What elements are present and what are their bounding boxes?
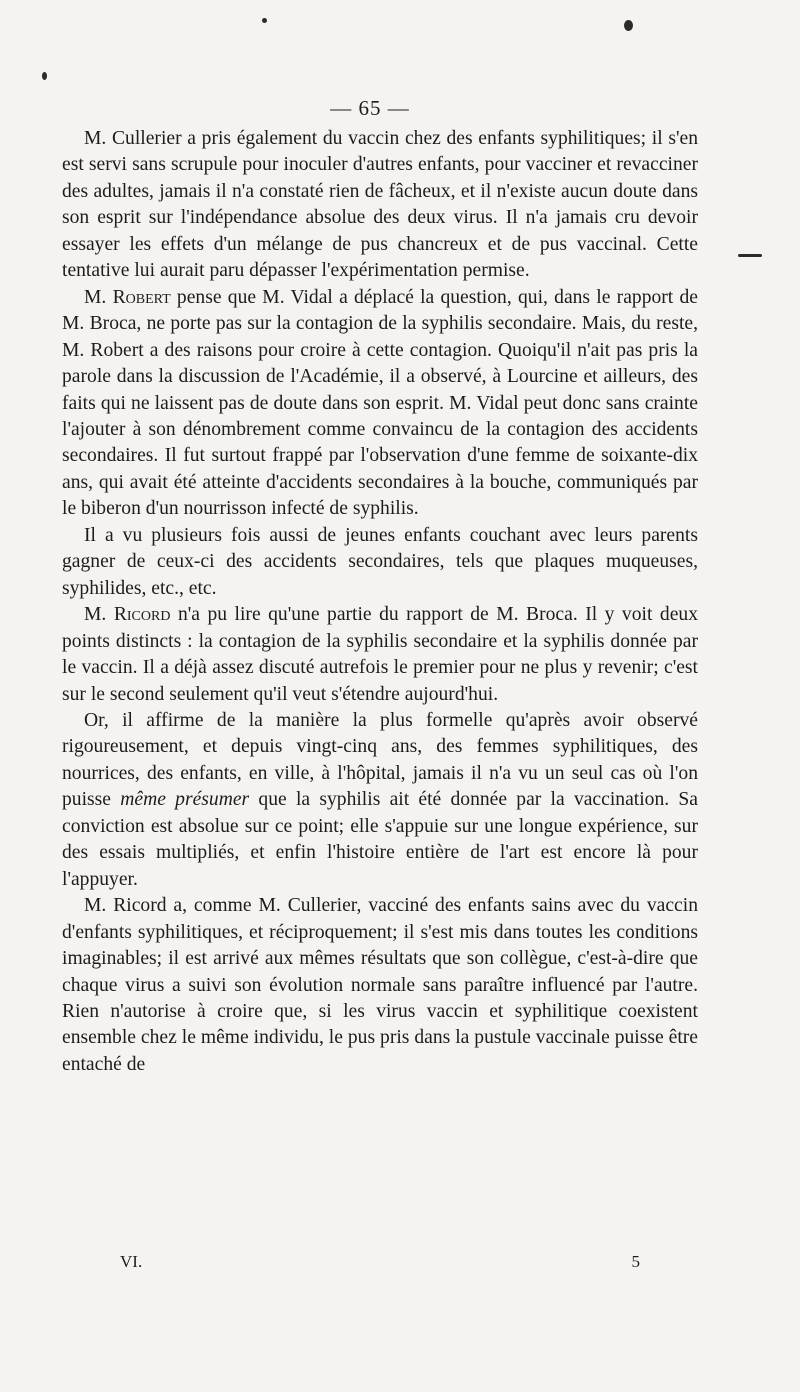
paragraph-cullerier: M. Cullerier a pris également du vaccin chez des enfants syphilitiques; il s'en est servi sans scrupule pour inoculer d'autres enfants, pour vacciner et revacciner des adultes, jamais il n'a constaté rien de fâcheux, et il n'existe aucun doute dans son esprit sur l'indépendance absolue des deux virus. Il n'a jamais cru devoir essayer les effets d'un mélange de pus chancreux et de pus vaccinal. Cette tentative lui aurait paru dépasser l'expérimentation permise. <box>62 128 698 282</box>
paragraph-ricord-vaccination: M. Ricord a, comme M. Cullerier, vacciné des enfants sains avec du vaccin d'enfants syphilitiques, et réciproquement; il s'est mis dans toutes les conditions imaginables; il est arrivé aux mêmes résultats que son collègue, c'est-à-dire que chaque virus a suivi son évolution normale sans paraître influencé par l'autre. Rien n'autorise à croire que, si les virus vaccin et syphilitique coexistent ensemble chez le même individu, le pus pris dans la pustule vaccinale puisse être entaché de <box>62 895 698 1075</box>
emphasis: même présumer <box>120 789 250 811</box>
speaker-name: Robert <box>112 286 171 308</box>
paragraph-robert: M. Robert pense que M. Vidal a déplacé la question, qui, dans le rapport de M. Broca, ne porte pas sur la contagion de la syphilis secondaire. Mais, du reste, M. Robert a des raisons pour croire à cette contagion. Quoiqu'il n'ait pas pris la parole dans la discussion de l'Académie, il a observé, à Lourcine et ailleurs, des faits qui ne laissent pas de doute dans son esprit. M. Vidal peut donc sans crainte l'ajouter à son dénombrement comme convaincu de la contagion des accidents secondaires. Il fut surtout frappé par l'observation d'une femme de soixante-dix ans, qui avait été atteinte d'accidents secondaires à la bouche, communiqués par le biberon d'un nourrisson infecté de syphilis. <box>62 286 698 520</box>
sheet-number: 5 <box>631 1252 640 1271</box>
paragraph-ricord: M. Ricord n'a pu lire qu'une partie du rapport de M. Broca. Il y voit deux points distincts : la contagion de la syphilis secondaire et la syphilis donnée par le vaccin. Il a déjà assez discuté autrefois le premier pour ne plus y revenir; c'est sur le second seulement qu'il veut s'étendre aujourd'hui. <box>62 604 698 705</box>
paragraph-robert-continued: Il a vu plusieurs fois aussi de jeunes enfants couchant avec leurs parents gagner de ceux-ci des accidents secondaires, tels que plaques muqueuses, syphilides, etc., etc. <box>62 524 698 599</box>
speaker-name: Ricord <box>113 604 171 626</box>
paragraph-ricord-affirmation: Or, il affirme de la manière la plus formelle qu'après avoir observé rigoureusement, et depuis vingt-cinq ans, des femmes syphilitiques, des nourrices, des enfants, en ville, à l'hôpital, jamais il n'a vu un seul cas où l'on puisse même présumer que la syphilis ait été donnée par la vaccination. Sa conviction est absolue sur ce point; elle s'appuie sur une longue expérience, sur des essais multipliés, et enfin l'histoire entière de l'art est encore là pour l'appuyer. <box>62 709 698 890</box>
signature-mark: VI. <box>120 1252 143 1271</box>
body-text <box>62 126 698 1078</box>
ink-speck <box>738 254 762 257</box>
page-number: — 65 — <box>330 96 410 120</box>
ink-speck <box>42 72 47 80</box>
page-footer <box>120 1252 640 1272</box>
ink-speck <box>624 20 633 31</box>
ink-speck <box>262 18 267 23</box>
